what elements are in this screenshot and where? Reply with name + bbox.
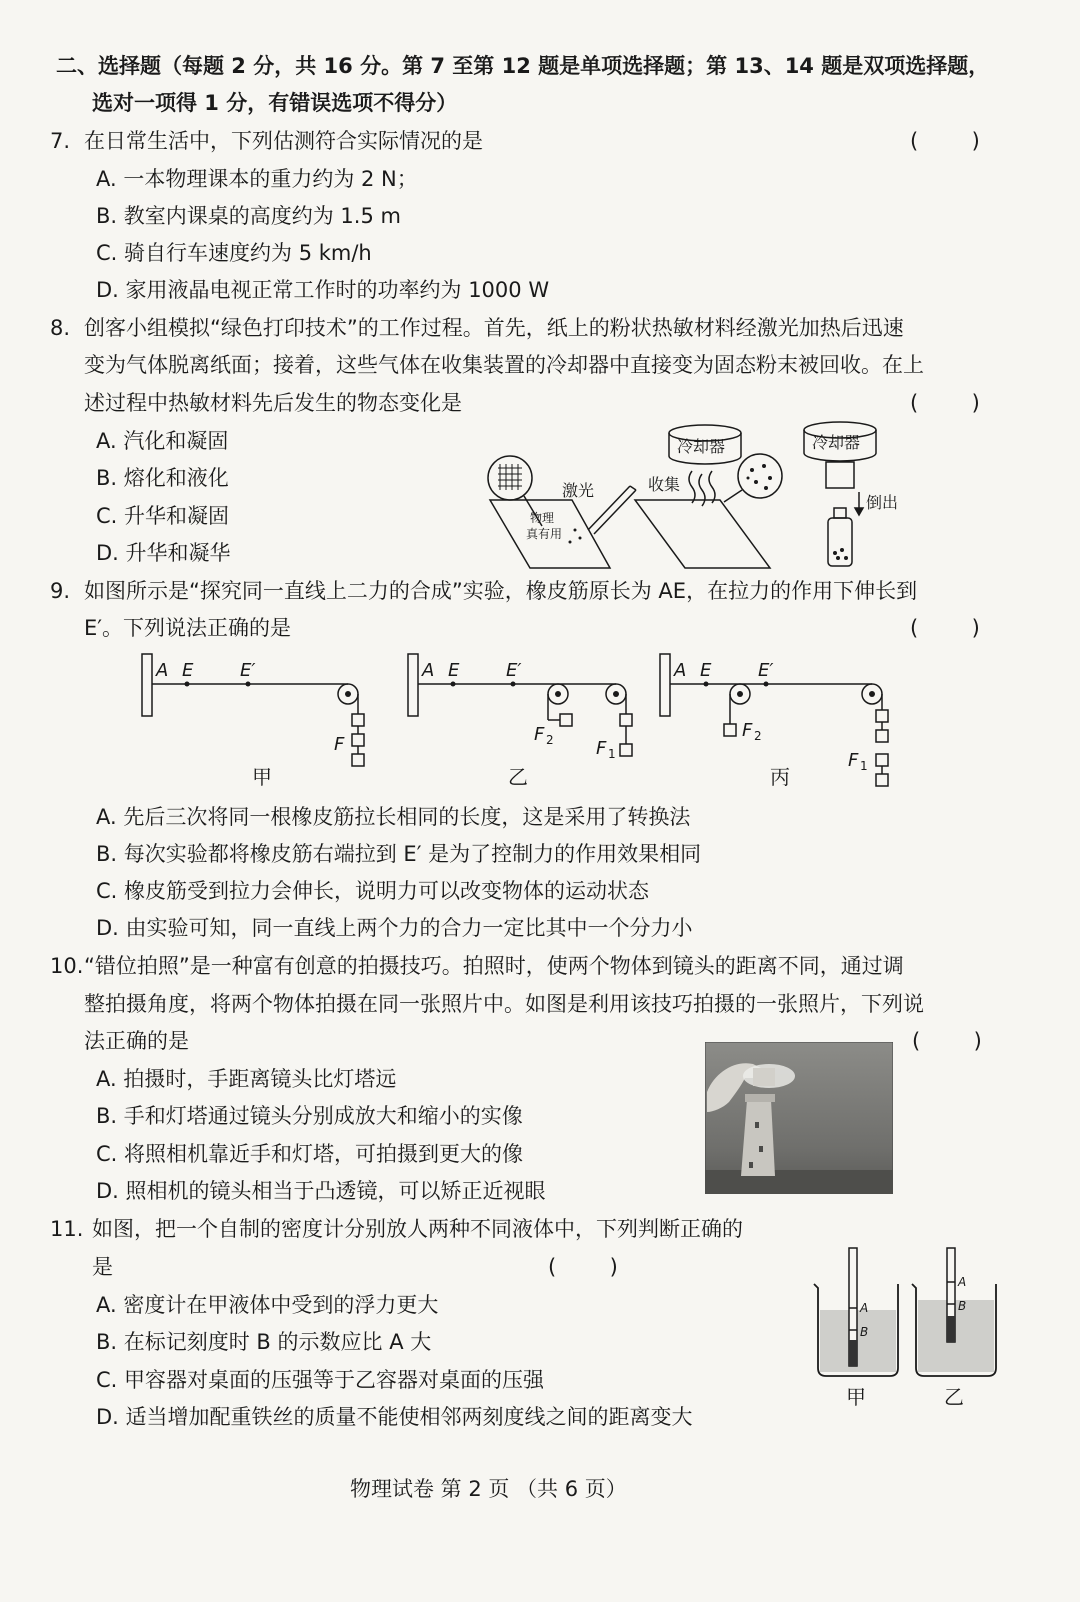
q10-option-a: A. 拍摄时，手距离镜头比灯塔远 xyxy=(96,1067,397,1091)
q10-lighthouse-photo xyxy=(705,1042,893,1194)
q8-option-b: B. 熔化和液化 xyxy=(96,466,229,490)
q9-stem-line2: E′。下列说法正确的是 xyxy=(84,616,292,640)
q11-answer-paren: ( ) xyxy=(548,1255,618,1279)
lighthouse-lamp xyxy=(753,1068,775,1086)
bing-f1-subscript: 1 xyxy=(860,759,868,773)
bing-label-e-prime: E′ xyxy=(758,660,774,681)
bing-label-f2: F xyxy=(742,720,753,741)
q10-stem-line1: “错位拍照”是一种富有创意的拍摄技巧。拍照时，使两个物体到镜头的距离不同，通过调 xyxy=(84,954,904,978)
section-header-line2: 选对一项得 1 分，有错误选项不得分） xyxy=(92,91,458,115)
jia-label-f: F xyxy=(334,734,345,755)
bing-label-e: E xyxy=(700,660,712,681)
yi-label-e-prime: E′ xyxy=(506,660,522,681)
q11-option-c: C. 甲容器对桌面的压强等于乙容器对桌面的压强 xyxy=(96,1368,545,1392)
paper-sheet-2 xyxy=(635,500,770,568)
q8-stem-line2: 变为气体脱离纸面；接着，这些气体在收集装置的冷却器中直接变为固态粉末被回收。在上 xyxy=(84,353,924,377)
q7-option-b: B. 教室内课桌的高度约为 1.5 m xyxy=(96,204,401,228)
gas-wave xyxy=(689,471,695,503)
pour-label: 倒出 xyxy=(866,493,899,512)
q7-stem: 在日常生活中，下列估测符合实际情况的是 xyxy=(84,129,483,153)
q8-option-d: D. 升华和凝华 xyxy=(96,541,231,565)
wall-jia xyxy=(142,654,152,716)
yi-label-f1: F xyxy=(596,738,607,759)
q10-answer-paren: ( ) xyxy=(912,1029,982,1053)
q8-stem-line3: 述过程中热敏材料先后发生的物态变化是 xyxy=(84,391,462,415)
wall-bing xyxy=(660,654,670,716)
magnifier-particles-circle xyxy=(738,454,782,498)
collector-cup xyxy=(826,462,854,488)
bing-label-f1: F xyxy=(848,750,859,771)
q8-printing-figure xyxy=(480,418,920,578)
cooler-label-2: 冷却器 xyxy=(812,433,861,452)
caption-yi: 乙 xyxy=(944,1385,964,1409)
cooler-label-1: 冷却器 xyxy=(677,437,726,456)
paper-text-2: 真有用 xyxy=(526,527,563,541)
q7-option-c: C. 骑自行车速度约为 5 km/h xyxy=(96,241,372,265)
q10-stem-line2: 整拍摄角度，将两个物体拍摄在同一张照片中。如图是利用该技巧拍摄的一张照片，下列说 xyxy=(84,992,924,1016)
q7-number: 7. xyxy=(50,129,71,153)
wall-yi xyxy=(408,654,418,716)
jia-mark-a: A xyxy=(860,1301,869,1315)
q9-option-d: D. 由实验可知，同一直线上两个力的合力一定比其中一个分力小 xyxy=(96,916,693,940)
q10-option-d: D. 照相机的镜头相当于凸透镜，可以矫正近视眼 xyxy=(96,1179,546,1203)
yi-mark-b: B xyxy=(958,1299,967,1313)
q8-number: 8. xyxy=(50,316,71,340)
yi-label-f2: F xyxy=(534,724,545,745)
bing-label-a: A xyxy=(674,660,687,681)
yi-f1-subscript: 1 xyxy=(608,747,616,761)
q10-option-b: B. 手和灯塔通过镜头分别成放大和缩小的实像 xyxy=(96,1104,523,1128)
jia-label-a: A xyxy=(156,660,169,681)
q10-option-c: C. 将照相机靠近手和灯塔，可拍摄到更大的像 xyxy=(96,1142,524,1166)
q11-stem-line1: 如图，把一个自制的密度计分别放人两种不同液体中，下列判断正确的 xyxy=(92,1217,743,1241)
jia-label-e: E xyxy=(182,660,194,681)
caption-jia: 甲 xyxy=(252,765,272,789)
magnifier-grid-circle xyxy=(488,456,532,500)
q9-stem-line1: 如图所示是“探究同一直线上二力的合成”实验，橡皮筋原长为 AE，在拉力的作用下伸长到 xyxy=(84,579,918,603)
q11-stem-line2: 是 xyxy=(92,1255,113,1279)
yi-label-e: E xyxy=(448,660,460,681)
jia-mark-b: B xyxy=(860,1325,869,1339)
q7-option-a: A. 一本物理课本的重力约为 2 N； xyxy=(96,167,418,191)
q7-answer-paren: ( ) xyxy=(910,129,980,153)
laser-pen xyxy=(588,486,630,530)
laser-label: 激光 xyxy=(562,481,595,500)
q9-option-a: A. 先后三次将同一根橡皮筋拉长相同的长度，这是采用了转换法 xyxy=(96,805,691,829)
q9-number: 9. xyxy=(50,579,71,603)
bing-f2-subscript: 2 xyxy=(754,729,762,743)
q8-option-c: C. 升华和凝固 xyxy=(96,504,230,528)
caption-bing: 丙 xyxy=(770,765,790,789)
q10-stem-line3: 法正确的是 xyxy=(84,1029,189,1053)
q11-option-b: B. 在标记刻度时 B 的示数应比 A 大 xyxy=(96,1330,432,1354)
q7-option-d: D. 家用液晶电视正常工作时的功率约为 1000 W xyxy=(96,278,550,302)
jia-label-e-prime: E′ xyxy=(240,660,256,681)
yi-mark-a: A xyxy=(958,1275,967,1289)
q11-hydrometer-figure xyxy=(808,1244,1008,1412)
section-header-line1: 二、选择题（每题 2 分，共 16 分。第 7 至第 12 题是单项选择题；第 13、14 题是双项选择题， xyxy=(56,54,990,78)
paper-text-1: 物理 xyxy=(530,511,555,525)
q8-option-a: A. 汽化和凝固 xyxy=(96,429,229,453)
q9-option-b: B. 每次实验都将橡皮筋右端拉到 E′ 是为了控制力的作用效果相同 xyxy=(96,842,702,866)
collect-label: 收集 xyxy=(648,475,681,494)
caption-yi: 乙 xyxy=(508,765,528,789)
q9-force-figure xyxy=(130,650,910,800)
q11-option-a: A. 密度计在甲液体中受到的浮力更大 xyxy=(96,1293,439,1317)
powder-bottle xyxy=(828,518,852,566)
q9-answer-paren: ( ) xyxy=(910,616,980,640)
yi-label-a: A xyxy=(422,660,435,681)
yi-f2-subscript: 2 xyxy=(546,733,554,747)
q10-number: 10. xyxy=(50,954,84,978)
q9-option-c: C. 橡皮筋受到拉力会伸长，说明力可以改变物体的运动状态 xyxy=(96,879,650,903)
page-footer: 物理试卷 第 2 页 （共 6 页） xyxy=(350,1477,627,1501)
q8-stem-line1: 创客小组模拟“绿色打印技术”的工作过程。首先，纸上的粉状热敏材料经激光加热后迅速 xyxy=(84,316,904,340)
q11-option-d: D. 适当增加配重铁丝的质量不能使相邻两刻度线之间的距离变大 xyxy=(96,1405,693,1429)
q8-answer-paren: ( ) xyxy=(910,391,980,415)
q11-number: 11. xyxy=(50,1217,84,1241)
caption-jia: 甲 xyxy=(846,1385,866,1409)
